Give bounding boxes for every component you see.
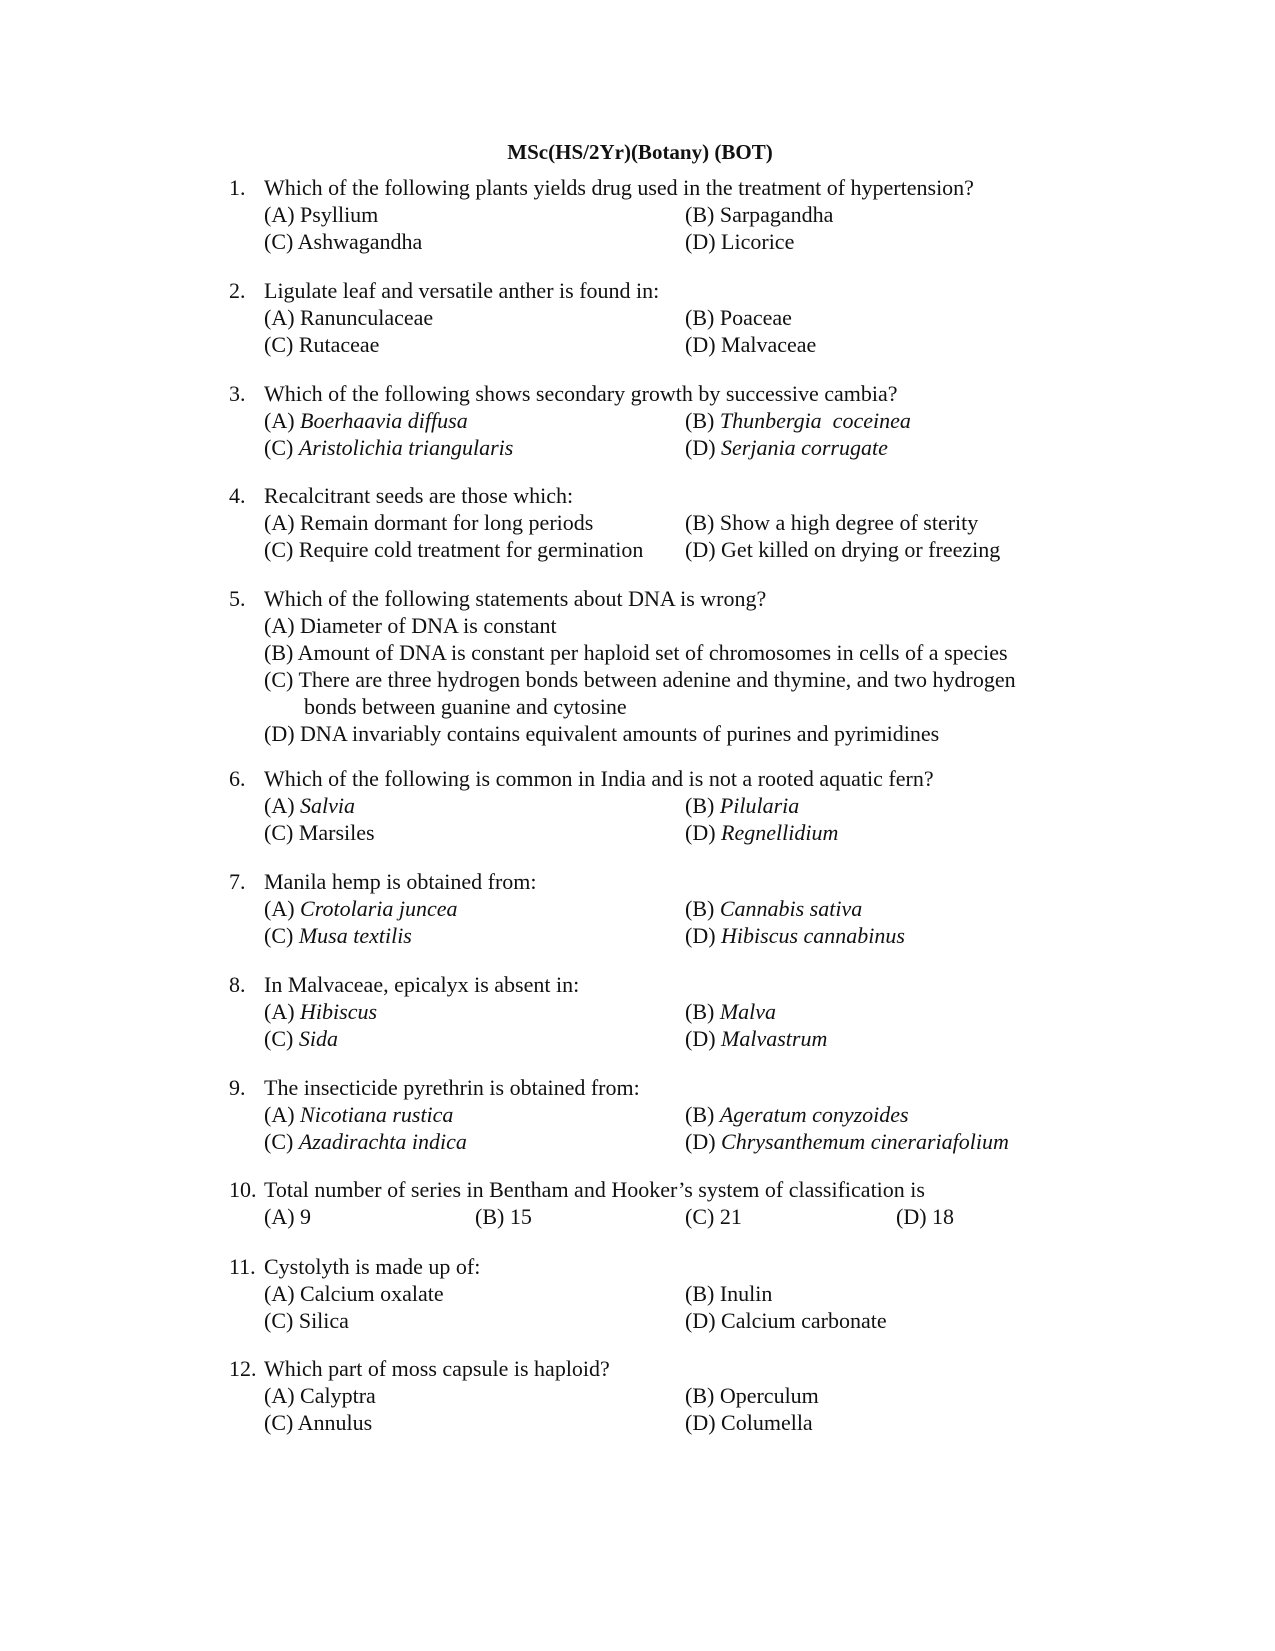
option-d — [685, 331, 816, 358]
option-label: (A) — [264, 613, 295, 638]
option-label: (A) — [264, 1102, 295, 1127]
option-d — [685, 922, 905, 949]
option-text: Show a high degree of sterity — [719, 510, 979, 535]
question-text: Which of the following shows secondary growth by successive cambia? — [264, 381, 898, 406]
option-label: (D) — [685, 1026, 716, 1051]
option-text: Annulus — [297, 1410, 373, 1435]
option-c — [264, 922, 412, 949]
question-text: Which of the following is common in India and is not a rooted aquatic fern? — [264, 766, 934, 791]
option-label: (C) — [264, 332, 294, 357]
option-text: Thunbergia coceinea — [719, 408, 911, 433]
option-text: Inulin — [719, 1281, 773, 1306]
option-b — [685, 304, 792, 331]
option-b — [685, 895, 862, 922]
question-4 — [229, 482, 1109, 563]
option-c — [264, 819, 375, 846]
question-number: 7. — [229, 869, 246, 894]
option-text: Licorice — [721, 229, 795, 254]
option-label: (C) — [264, 1308, 294, 1333]
option-a — [264, 1203, 311, 1230]
option-b — [685, 1280, 772, 1307]
option-label: (B) — [685, 202, 715, 227]
option-text: Marsiles — [298, 820, 375, 845]
option-label: (B) — [685, 510, 715, 535]
option-a — [264, 304, 433, 331]
question-text: The insecticide pyrethrin is obtained from: — [264, 1075, 640, 1100]
option-a — [264, 1101, 453, 1128]
question-2 — [229, 277, 1109, 358]
option-a — [264, 407, 468, 434]
question-number: 9. — [229, 1075, 246, 1100]
option-a — [264, 612, 557, 639]
option-label: (D) — [685, 229, 716, 254]
option-c — [264, 1409, 372, 1436]
option-text: Rutaceae — [298, 332, 380, 357]
option-text: Require cold treatment for germination — [298, 537, 644, 562]
option-b — [685, 998, 776, 1025]
option-text: Diameter of DNA is constant — [300, 613, 557, 638]
question-number: 12. — [229, 1356, 257, 1381]
option-text: DNA invariably contains equivalent amounts of purines and pyrimidines — [300, 721, 940, 746]
option-c — [264, 1307, 349, 1334]
option-label: (B) — [685, 305, 715, 330]
option-d — [896, 1203, 954, 1230]
option-a — [264, 895, 458, 922]
option-d — [685, 1409, 813, 1436]
question-number: 8. — [229, 972, 246, 997]
option-text: Get killed on drying or freezing — [721, 537, 1001, 562]
question-text: Which of the following statements about DNA is wrong? — [264, 586, 767, 611]
option-text: Ashwagandha — [297, 229, 423, 254]
option-d — [264, 720, 939, 747]
option-label: (A) — [264, 896, 295, 921]
option-label: (C) — [264, 435, 294, 460]
option-c — [264, 1128, 467, 1155]
option-text: Aristolichia triangularis — [298, 435, 514, 460]
option-b — [475, 1203, 532, 1230]
option-label: (D) — [685, 537, 716, 562]
option-label: (D) — [685, 820, 716, 845]
option-b — [685, 792, 799, 819]
option-label: (D) — [896, 1204, 927, 1229]
question-text: Ligulate leaf and versatile anther is found in: — [264, 278, 660, 303]
option-text: 9 — [300, 1204, 312, 1229]
option-text: Malvaceae — [721, 332, 817, 357]
question-12 — [229, 1355, 1109, 1436]
question-text: Recalcitrant seeds are those which: — [264, 483, 574, 508]
option-text: Hibiscus cannabinus — [721, 923, 905, 948]
option-text: Azadirachta indica — [298, 1129, 467, 1154]
option-a — [264, 1382, 376, 1409]
option-label: (B) — [685, 1102, 715, 1127]
option-label: (C) — [264, 667, 294, 692]
question-number: 2. — [229, 278, 246, 303]
option-b — [685, 1382, 819, 1409]
option-label: (D) — [685, 332, 716, 357]
option-a — [264, 509, 593, 536]
option-c — [264, 666, 1016, 693]
option-text: 15 — [509, 1204, 532, 1229]
question-7 — [229, 868, 1109, 949]
option-text: Nicotiana rustica — [300, 1102, 454, 1127]
question-number: 10. — [229, 1177, 257, 1202]
option-d — [685, 819, 838, 846]
option-d — [685, 228, 794, 255]
option-label: (C) — [264, 820, 294, 845]
option-text: Sida — [298, 1026, 338, 1051]
option-label: (A) — [264, 510, 295, 535]
option-text: Psyllium — [300, 202, 379, 227]
option-label: (C) — [264, 1410, 294, 1435]
option-label: (D) — [685, 923, 716, 948]
option-c — [264, 536, 643, 563]
question-text: Total number of series in Bentham and Hooker’s system of classification is — [264, 1177, 925, 1202]
option-text: Silica — [298, 1308, 349, 1333]
option-b — [264, 639, 1008, 666]
question-text: Which part of moss capsule is haploid? — [264, 1356, 610, 1381]
option-label: (A) — [264, 1204, 295, 1229]
option-c — [264, 228, 422, 255]
option-text: Cannabis sativa — [719, 896, 863, 921]
option-a — [264, 201, 378, 228]
option-text: Columella — [721, 1410, 813, 1435]
option-label: (A) — [264, 999, 295, 1024]
option-c — [264, 1025, 338, 1052]
question-11 — [229, 1253, 1109, 1334]
option-text: Malvastrum — [721, 1026, 828, 1051]
option-a — [264, 1280, 444, 1307]
question-9 — [229, 1074, 1109, 1155]
option-label: (D) — [685, 1308, 716, 1333]
option-b — [685, 407, 911, 434]
option-text: Calyptra — [300, 1383, 376, 1408]
option-d — [685, 1025, 827, 1052]
option-text: Ranunculaceae — [300, 305, 434, 330]
option-label: (D) — [685, 435, 716, 460]
option-label: (C) — [264, 537, 294, 562]
option-text: Remain dormant for long periods — [300, 510, 594, 535]
option-text: Regnellidium — [721, 820, 839, 845]
option-a — [264, 792, 355, 819]
option-label: (D) — [685, 1129, 716, 1154]
option-c — [685, 1203, 742, 1230]
question-3 — [229, 380, 1109, 461]
option-label: (A) — [264, 1383, 295, 1408]
option-d — [685, 1128, 1009, 1155]
option-b — [685, 201, 833, 228]
option-label: (B) — [685, 793, 715, 818]
page-title: MSc(HS/2Yr)(Botany) (BOT) — [507, 140, 773, 164]
option-text: 21 — [719, 1204, 742, 1229]
option-label: (C) — [264, 1129, 294, 1154]
option-label: (B) — [685, 1281, 715, 1306]
option-b — [685, 509, 978, 536]
option-text: Calcium carbonate — [721, 1308, 887, 1333]
option-label: (C) — [264, 1026, 294, 1051]
option-label: (B) — [475, 1204, 505, 1229]
option-label: (B) — [685, 1383, 715, 1408]
question-number: 6. — [229, 766, 246, 791]
option-text: Operculum — [719, 1383, 819, 1408]
question-text: Cystolyth is made up of: — [264, 1254, 481, 1279]
option-d — [685, 536, 1000, 563]
option-text: Calcium oxalate — [300, 1281, 444, 1306]
question-1 — [229, 174, 1109, 255]
question-text: Manila hemp is obtained from: — [264, 869, 537, 894]
question-number: 4. — [229, 483, 246, 508]
option-c-continuation: bonds between guanine and cytosine — [304, 694, 627, 719]
option-label: (A) — [264, 202, 295, 227]
option-text: Hibiscus — [300, 999, 378, 1024]
question-10 — [229, 1176, 1109, 1230]
option-label: (C) — [264, 229, 294, 254]
option-text: Salvia — [300, 793, 356, 818]
question-number: 3. — [229, 381, 246, 406]
option-text: Sarpagandha — [719, 202, 834, 227]
option-text: Malva — [719, 999, 777, 1024]
option-text: Poaceae — [719, 305, 792, 330]
option-text: Crotolaria juncea — [300, 896, 458, 921]
option-label: (B) — [685, 408, 715, 433]
option-label: (D) — [685, 1410, 716, 1435]
question-5 — [229, 585, 1109, 747]
option-text: 18 — [932, 1204, 955, 1229]
question-8 — [229, 971, 1109, 1052]
option-label: (B) — [685, 999, 715, 1024]
question-6 — [229, 765, 1109, 846]
question-number: 11. — [229, 1254, 256, 1279]
option-label: (B) — [264, 640, 294, 665]
option-text: Chrysanthemum cinerariafolium — [721, 1129, 1009, 1154]
option-text: Pilularia — [719, 793, 800, 818]
option-c — [264, 331, 379, 358]
option-text: Amount of DNA is constant per haploid set of chromosomes in cells of a species — [297, 640, 1008, 665]
option-label: (A) — [264, 408, 295, 433]
option-text: Serjania corrugate — [721, 435, 888, 460]
option-text: Boerhaavia diffusa — [300, 408, 468, 433]
option-text: Ageratum conyzoides — [719, 1102, 909, 1127]
question-number: 1. — [229, 175, 246, 200]
option-d — [685, 1307, 887, 1334]
option-a — [264, 998, 377, 1025]
option-text: There are three hydrogen bonds between adenine and thymine, and two hydrogen — [298, 667, 1016, 692]
option-b — [685, 1101, 909, 1128]
option-label: (D) — [264, 721, 295, 746]
option-text: Musa textilis — [298, 923, 412, 948]
option-label: (B) — [685, 896, 715, 921]
option-d — [685, 434, 888, 461]
option-label: (C) — [685, 1204, 715, 1229]
question-text: In Malvaceae, epicalyx is absent in: — [264, 972, 580, 997]
question-text: Which of the following plants yields drug used in the treatment of hypertension? — [264, 175, 974, 200]
option-label: (A) — [264, 1281, 295, 1306]
option-label: (A) — [264, 305, 295, 330]
question-number: 5. — [229, 586, 246, 611]
option-c — [264, 434, 513, 461]
option-label: (A) — [264, 793, 295, 818]
option-label: (C) — [264, 923, 294, 948]
